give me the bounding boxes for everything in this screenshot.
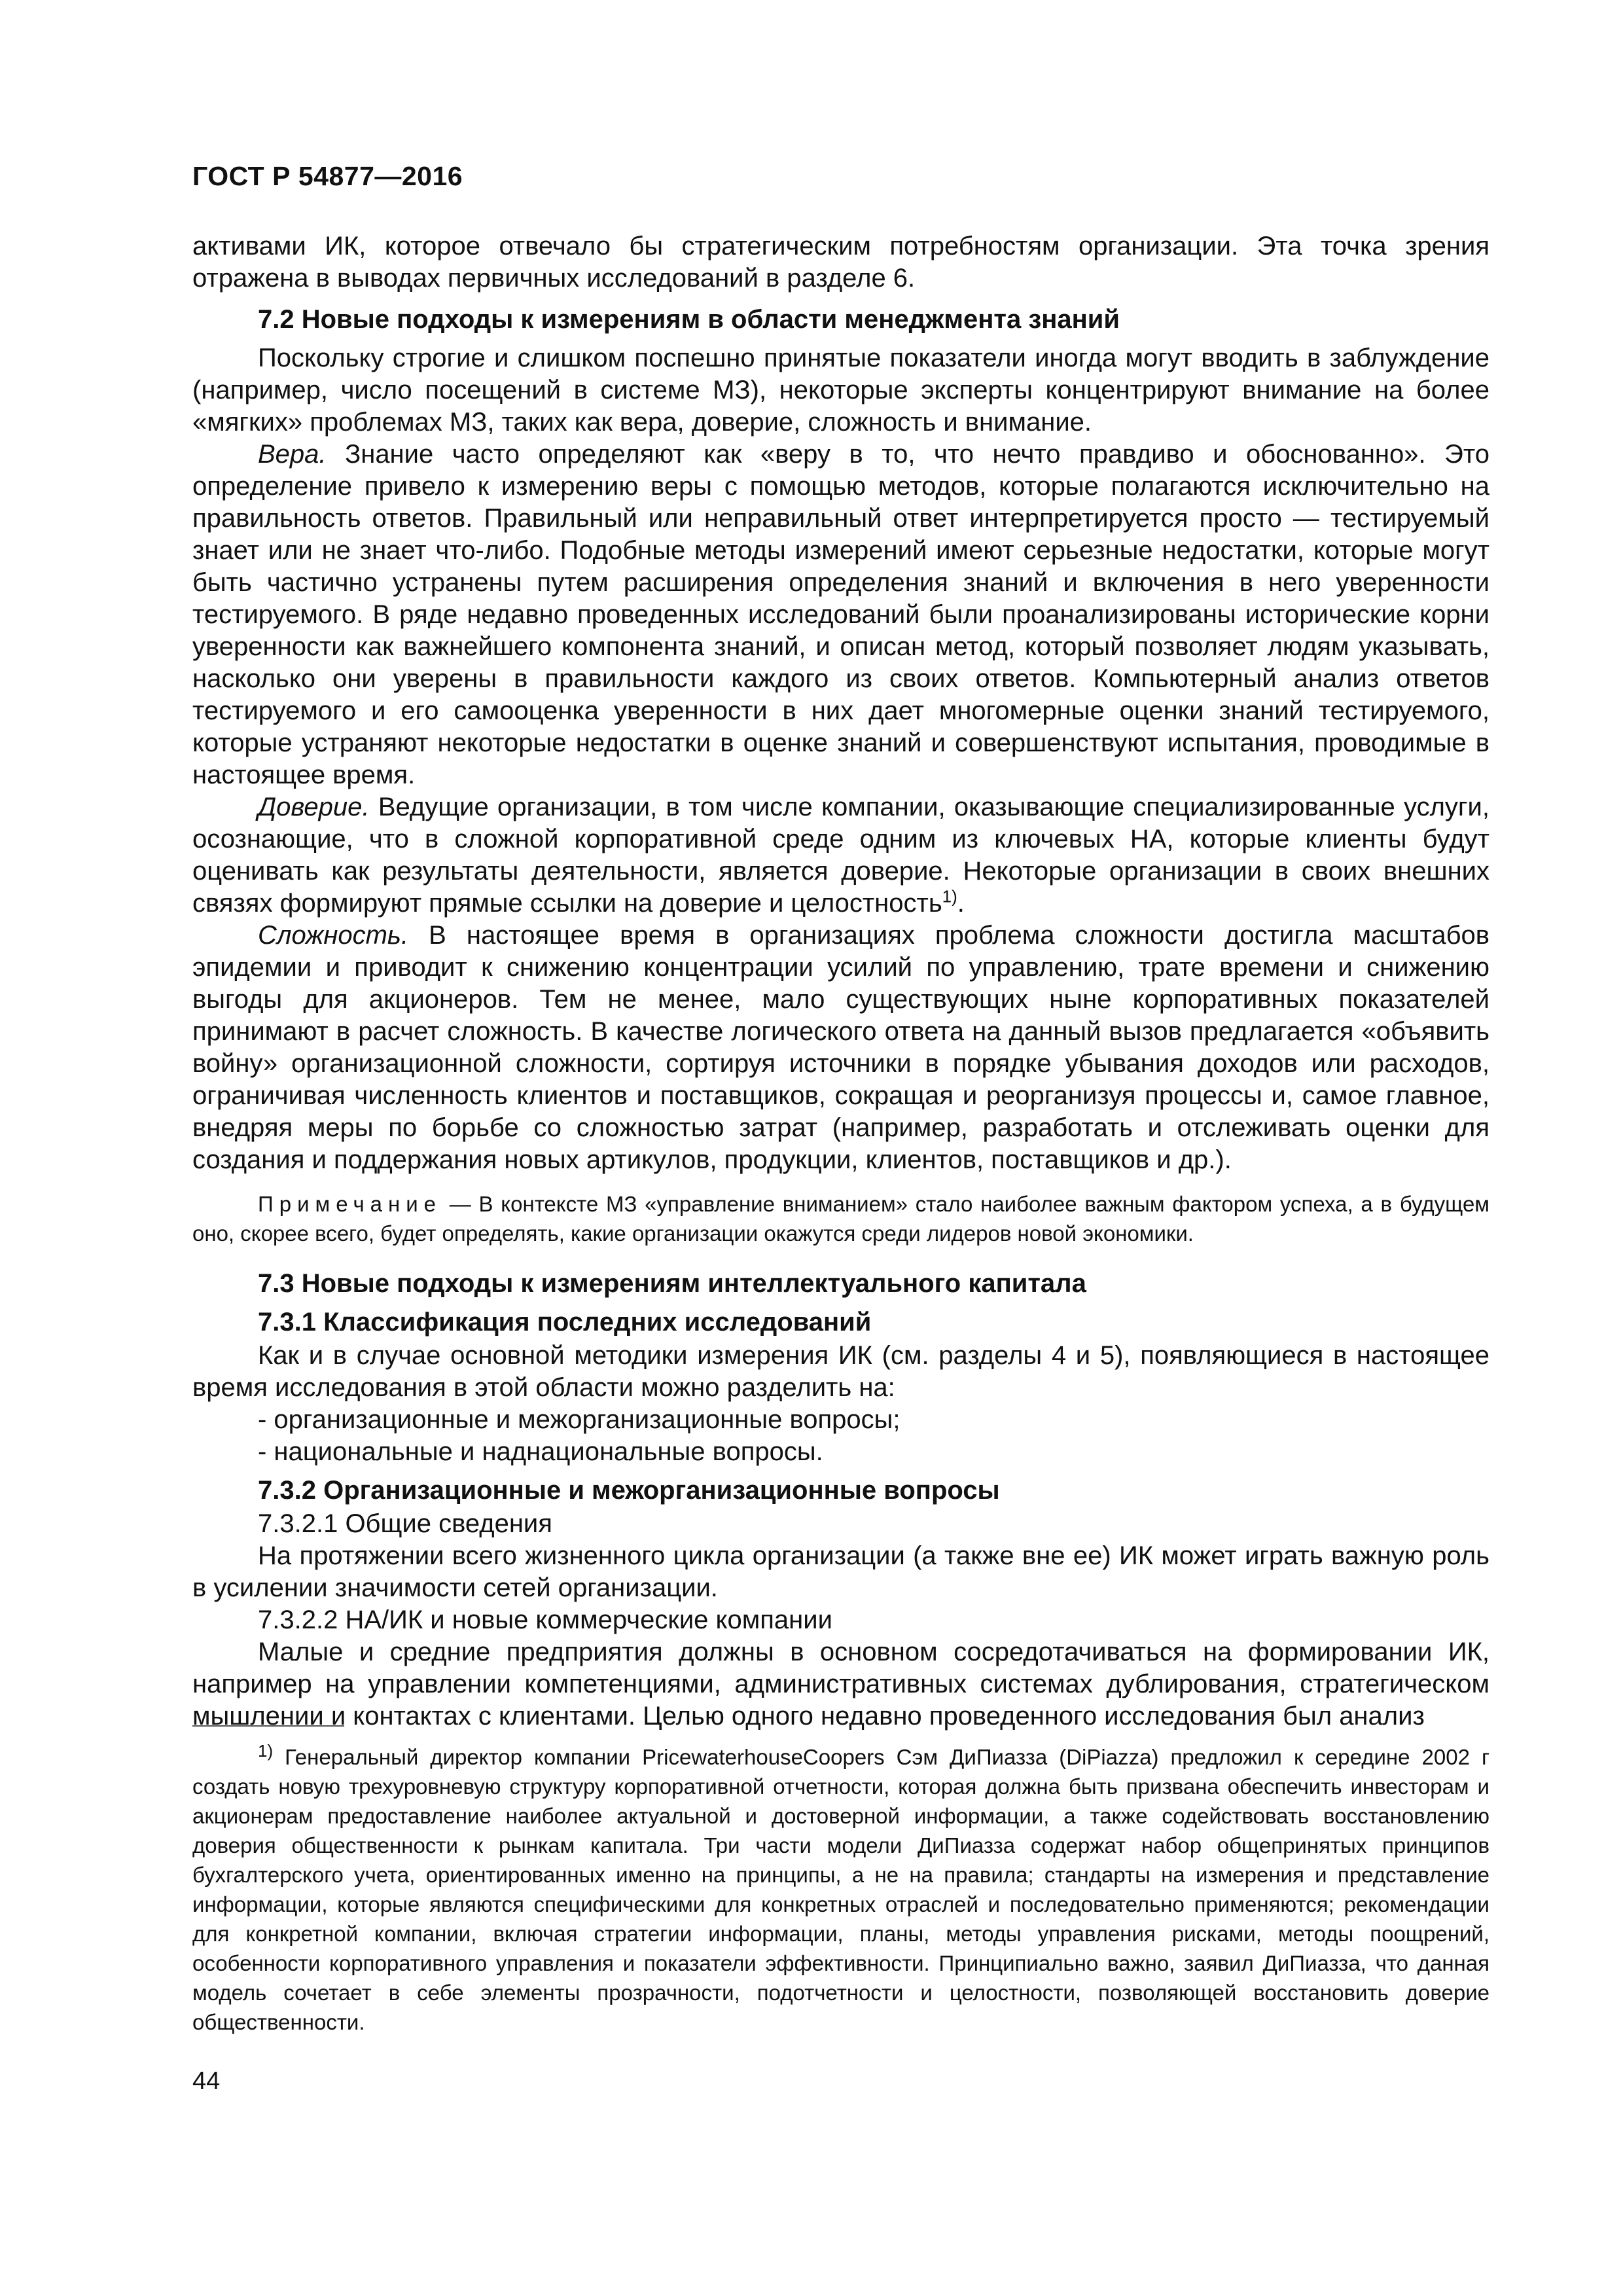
section-7-2-title: 7.2 Новые подходы к измерениям в области менеджмента знаний [258,305,1120,334]
list-item: - национальные и наднациональные вопросы. [258,1437,823,1466]
list-item: - организационные и межорганизационные вопросы; [258,1405,901,1434]
section-7-2-paragraph: Поскольку строгие и слишком поспешно принятые показатели иногда могут вводить в заблуждение (например, число посещений в системе МЗ), некоторые эксперты концентрируют внимание на более «мягких» проблемах МЗ, таких как вера, доверие, сложность и внимание. [192,344,1489,437]
vera-paragraph [192,439,1489,791]
doverie-paragraph [192,791,1489,920]
section-7-3-2-1-title: 7.3.2.1 Общие сведения [258,1509,552,1538]
doverie-text: Ведущие организации, в том числе компании, оказывающие специализированные услуги, осознающие, что в сложной корпоративной среде одним из ключевых НА, которые клиенты будут оценивать как результаты деятельности, является доверие. Некоторые организации в своих внешних связях формируют прямые ссылки на доверие и целостность [192,793,1489,918]
slozhnost-paragraph [192,920,1489,1176]
note-paragraph [192,1189,1489,1248]
doverie-term: Доверие. [258,793,370,821]
footnote-marker: 1) [258,1741,274,1761]
slozhnost-text: В настоящее время в организациях проблема сложности достигла масштабов эпидемии и приводит к снижению концентрации усилий по управлению, трате времени и снижению выгоды для акционеров. Тем не менее, мало существующих ныне корпоративных показателей принимают в расчет сложность. В качестве логического ответа на данный вызов предлагается «объявить войну» организационной сложности, сортируя источники в порядке убывания доходов или расходов, ограничивая численность клиентов и поставщиков, сокращая и реорганизуя процессы и, самое главное, внедряя меры по борьбе со сложностью затрат (например, разработать и отслеживать оценки для создания и поддержания новых артикулов, продукции, клиентов, поставщиков и др.). [192,921,1489,1174]
section-7-3-2-2-paragraph: Малые и средние предприятия должны в основном сосредотачиваться на формировании ИК, например на управлении компетенциями, административных системах дублирования, стратегическом мышлении и контактах с клиентами. Целью одного недавно проведенного исследования был анализ [192,1638,1489,1731]
footnote [192,1742,1489,2037]
vera-text: Знание часто определяют как «веру в то, что нечто правдиво и обоснованно». Это определение привело к измерению веры с помощью методов, которые полагаются исключительно на правильность ответов. Правильный или неправильный ответ интерпретируется просто — тестируемый знает или не знает что-либо. Подобные методы измерений имеют серьезные недостатки, которые могут быть частично устранены путем расширения определения знаний и включения в него уверенности тестируемого. В ряде недавно проведенных исследований были проанализированы исторические корни уверенности как важнейшего компонента знаний, и описан метод, который позволяет людям указывать, насколько они уверены в правильности каждого из своих ответов. Компьютерный анализ ответов тестируемого и его самооценка уверенности в них дает многомерные оценки знаний тестируемого, которые устраняют некоторые недостатки в оценке знаний и совершенствуют испытания, проводимые в настоящее время. [192,440,1489,789]
section-7-3-2-title: 7.3.2 Организационные и межорганизационные вопросы [258,1476,1000,1505]
section-7-3-1-title: 7.3.1 Классификация последних исследований [258,1308,872,1336]
section-7-3-title: 7.3 Новые подходы к измерениям интеллектуального капитала [258,1269,1086,1298]
main-content [192,230,1489,1732]
doverie-end: . [957,889,965,918]
section-7-3-2-2-title: 7.3.2.2 НА/ИК и новые коммерческие компании [258,1605,832,1634]
footnote-divider [192,1725,344,1727]
note-text: — В контексте МЗ «управление вниманием» стало наиболее важным фактором успеха, а в будущем оно, скорее всего, будет определять, какие организации окажутся среди лидеров новой экономики. [192,1192,1489,1246]
note-label: Примечание [258,1192,442,1216]
section-7-3-2-1-paragraph: На протяжении всего жизненного цикла организации (а также вне ее) ИК может играть важную роль в усилении значимости сетей организации. [192,1541,1489,1602]
vera-term: Вера. [258,440,327,469]
slozhnost-term: Сложность. [258,921,409,950]
intro-paragraph: активами ИК, которое отвечало бы стратегическим потребностям организации. Эта точка зрения отражена в выводах первичных исследований в разделе 6. [192,232,1489,293]
section-7-3-1-paragraph: Как и в случае основной методики измерения ИК (см. разделы 4 и 5), появляющиеся в настоящее время исследования в этой области можно разделить на: [192,1341,1489,1402]
page-number: 44 [192,2068,221,2095]
footnote-ref: 1) [942,886,957,906]
footnote-text: Генеральный директор компании PricewaterhouseCoopers Сэм ДиПиазза (DiPiazza) предложил к середине 2002 г создать новую трехуровневую структуру корпоративной отчетности, которая должна быть призвана обеспечить инвесторам и акционерам предоставление наиболее актуальной и достоверной информации, а также содействовать восстановлению доверия общественности к рынкам капитала. Три части модели ДиПиазза содержат набор общепринятых принципов бухгалтерского учета, ориентированных именно на принципы, а не на правила; стандарты на измерения и представление информации, которые являются специфическими для конкретных отраслей и последовательно применяются; рекомендации для конкретной компании, включая стратегии информации, планы, методы управления рисками, методы поощрений, особенности корпоративного управления и показатели эффективности. Принципиально важно, заявил ДиПиазза, что данная модель сочетает в себе элементы прозрачности, подотчетности и целостности, позволяющей восстановить доверие общественности. [192,1745,1489,2034]
document-header-id: ГОСТ Р 54877—2016 [192,161,463,191]
